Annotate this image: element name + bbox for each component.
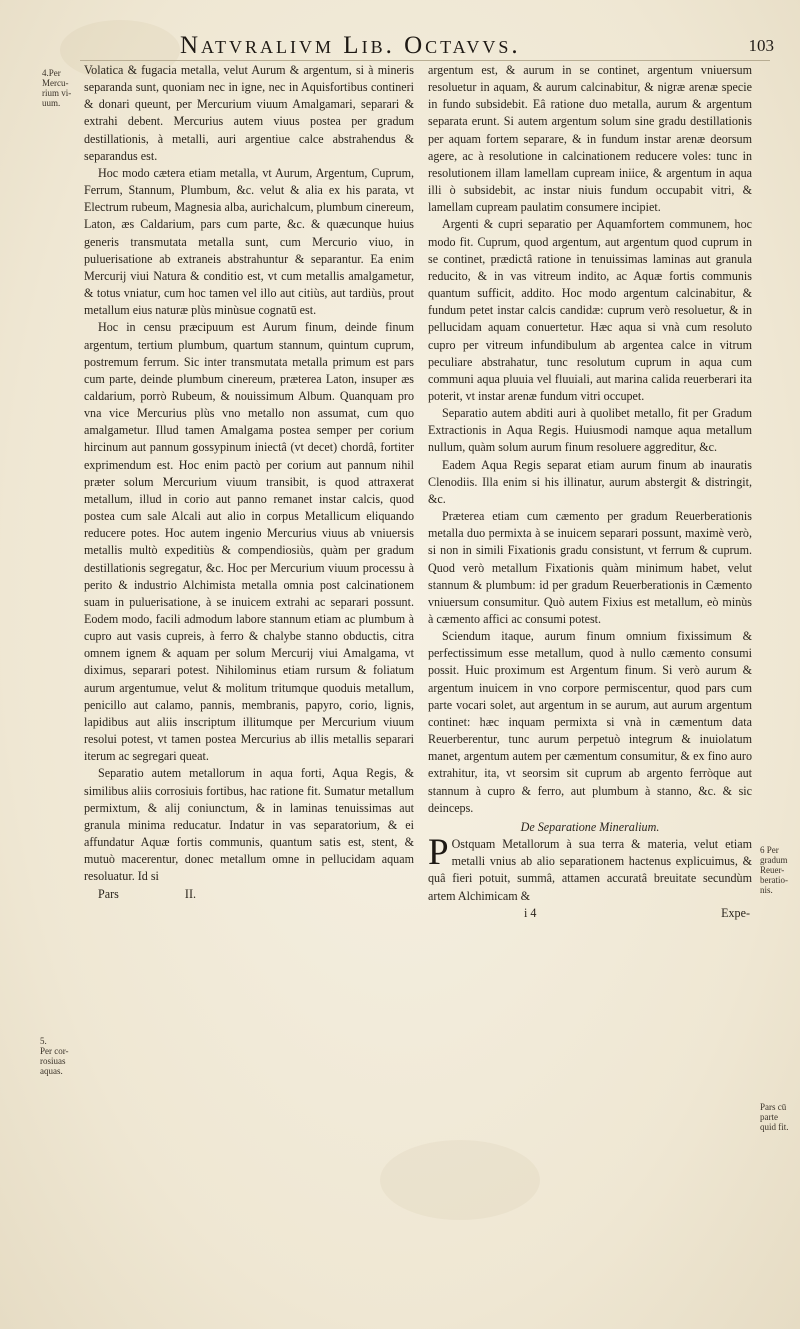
paper-stain <box>380 1140 540 1220</box>
margin-note-line: rium vi- <box>42 88 72 98</box>
margin-note-line: parte <box>760 1112 778 1122</box>
margin-note-line: Per cor- <box>40 1046 69 1056</box>
paragraph: argentum est, & aurum in se continet, argentum vniuersum resoluetur in aquam, & aurum calcinabitur, & nigræ arenæ specie in fundo subsidebit. Eâ ratione duo metalla, aurum & argentum separata erunt. Si autem argentum solum sine gradu destillationis per aquam fortem separare, & in fundum instar arenæ deorsum agere, ac à resolutione in calcinationem reducere voles: tunc in resolutionem illam lamellam cupream iniice, & argentum in aqua illi ò subsidebit, ac instar niuis fundum occupabit vitri, & lamellam cupream paulatim consumere incipiet. <box>428 63 752 215</box>
footer-line <box>84 886 414 903</box>
paragraph: Eadem Aqua Regis separat etiam aurum finum ab inauratis Clenodiis. Illa enim si his illinatur, aurum abstergit & distringit, &c. <box>428 457 752 506</box>
paragraph: Volatica & fugacia metalla, velut Aurum & argentum, si à mineris separanda sunt, quoniam nec in igne, nec in Aquisfortibus contineri & donari queunt, per Mercurium viuum Amalgamari, separari & extrahi debent. Mercurius autem viuus postea per gradum destillationis, à metalli, auri argentiue calce abstrahendus & separandus est. <box>84 63 414 163</box>
paragraph: Separatio autem metallorum in aqua forti, Aqua Regis, & similibus aliis corrosiuis fortibus, hac ratione fit. Sumatur metallum permixtum, & alij coniunctum, & in laminas tenuissimas aut granula minima reducatur. Indatur in vas separatorium, & ei affundatur Aquæ fortis communis, quantum satis est, stent, & mutuò macerentur, donec metallum omne in pellucidam aquam resoluatur. Id si <box>84 766 414 884</box>
margin-note-line: rosiuas <box>40 1056 66 1066</box>
margin-note-line: 4.Per <box>42 68 61 78</box>
paragraph-text: Ostquam Metallorum à sua terra & materia, velut etiam metalli vnius ab alio separationem hactenus explicuimus, & quâ fieri potuit, summâ, attamen accuratâ breuitate secundùm artem Alchimicam & <box>428 837 752 903</box>
signature-mark: i 4 <box>524 905 537 920</box>
footer-part: II. <box>184 886 196 901</box>
margin-note-line: gradum <box>760 855 788 865</box>
right-column <box>428 62 752 922</box>
page-number: 103 <box>748 36 774 55</box>
margin-note-left-1 <box>42 68 78 108</box>
paragraph: Sciendum itaque, aurum finum omnium fixissimum & perfectissimum esse metallum, quod à nullo cæmento consumi possit. Huic proximum est Argentum finum. Si verò aurum & argentum inuicem in vno corpore permiscentur, quod pars cum parte vocari solet, aut argentum in se aurum, aut aurum argentum continet: hæc inquam permixta si vnà in cæmentum data Reuerberentur, tunc aurum perpetuò integrum & inuiolatum manet, argentum autem per cæmentum consumitur, & ex fino auro extrahitur, ita, vt seorsim sit cuprum ab argento ferròque aut stannum à cupro & ferro, aut plumbum à stanno, &c. & sic deinceps. <box>428 629 752 815</box>
margin-note-line: nis. <box>760 885 773 895</box>
catchword: Expe- <box>721 905 750 920</box>
margin-note-line: quid fit. <box>760 1122 789 1132</box>
margin-note-line: Pars cū <box>760 1102 787 1112</box>
running-header <box>40 32 780 58</box>
margin-note-line: Reuer- <box>760 865 785 875</box>
drop-cap: P <box>428 832 449 874</box>
section-heading: De Separatione Mineralium. <box>520 819 660 834</box>
paragraph: Argenti & cupri separatio per Aquamfortem communem, hoc modo fit. Cuprum, quod argentum, aut argentum quod cuprum in se continet, prædictâ ratione in tenuissimas laminas aut granula reducito, & in vas vitreum indito, ac Aquæ fortis communis quantum sufficit, addito. Hoc modo argentum calcinabitur, & fundum petet instar calcis candidæ: cuprum verò resoluetur, & in pellucidam aquam conuertetur. Hæc aqua si vnà cum resoluto cupro per vitreum infundibulum ab argentea calce in vitrum peculiare abstrahatur, tunc resolutum cuprum in aqua cum communi aqua pluuia vel fluuiali, aut marina calida reuerberari ita poterit, vt instar arenæ fundum vitri occupet. <box>428 217 752 403</box>
paragraph <box>428 832 752 905</box>
margin-note-right-2 <box>760 1102 796 1132</box>
footer-signature: Pars <box>98 886 119 901</box>
margin-note-line: beratio- <box>760 875 788 885</box>
paragraph: Præterea etiam cum cæmento per gradum Reuerberationis metalla duo permixta à se inuicem separari possunt, maximè verò, si non in simili Fixationis gradu consistunt, vt ferrum & cuprum. Quod verò metallum Fixationis quàm minimum habet, velut stannum & plumbum: id per gradum Reuerberationis in Cæmento vniuersum consumitur. Quò autem Fixius est metallum, eò minùs à cæmento affici ac consumi potest. <box>428 509 752 626</box>
margin-note-line: aquas. <box>40 1066 63 1076</box>
margin-note-line: 6 Per <box>760 845 779 855</box>
margin-note-left-2 <box>40 1036 76 1076</box>
margin-note-line: uum. <box>42 98 61 108</box>
margin-note-line: 5. <box>40 1036 47 1046</box>
left-column <box>84 62 414 903</box>
running-title: Natvralivm Lib. Octavvs. <box>180 32 521 59</box>
paragraph: Separatio autem abditi auri à quolibet metallo, fit per Gradum Extractionis in Aqua Regis. Huiusmodi namque aqua metallum nullum, quàm solum aurum finum resoluere aggreditur, &c. <box>428 406 752 455</box>
paragraph: Hoc in censu præcipuum est Aurum finum, deinde finum argentum, tertium plumbum, quartum stannum, quintum cuprum, postremum ferrum. Sic inter transmutata metalla primum est pars cum parte, deinde plumbum cinereum, præterea Laton, insuper æs caldarium, porrò Rubeum, & nouissimum Album. Quanquam pro vna vice Mercurius plùs vno metallo non assumat, cum quo amalgametur. Illud tamen Amalgama postea semper per corium hircinum aut pannum gossypinum iniectâ (vt decet) chordâ, fortiter exprimendum est. Hoc enim pactò per corium aut pannum nihil præter solum Mercurium viuum transibit, is quod attraxerat metallum, illud in corio aut panno remanet instar calcis, quod postea cum sale Alcali aut alio in corpus Metallicum eliquando reducere potes. Hoc autem ingenio Mercurius viuus ab vniuersis metallis multò expeditiùs & compendiosiùs, quàm per gradum destillationis segregatur, &c. Hoc per Mercurium viuum processu à perito & industrio Alchimista metalla omnia post calcinationem suam in puluerisatione, à se inuicem extrahi ac separari possunt. Eodem modo, facili admodum labore stannum etiam ac plumbum à cupro aut vasis cupreis, à ferro & chalybe stanno obductis, citra omnem ignem & aquam per solum Mercurij viui Amalgama, vt diximus, separari potest. Nihilominus etiam rursum & foliatum aurum argentumue, velut & molitum tritumque quoduis metallum, penicillo aut calamo, pannis, membranis, papyro, corio, lignis, lapidibus aut aliis inscriptum illitumque per Mercurium viuum resolui potest, vt tamen postea Mercurius ab illis metallis separari iterum ac segregari queat. <box>84 320 414 764</box>
header-rule <box>80 60 770 61</box>
margin-note-line: Mercu- <box>42 78 69 88</box>
margin-note-right-1 <box>760 845 796 895</box>
footer-line <box>428 905 752 922</box>
paragraph: Hoc modo cætera etiam metalla, vt Aurum, Argentum, Cuprum, Ferrum, Stannum, Plumbum, &c. velut & alia ex his parata, vt Electrum rubeum, Magnesia alba, aurichalcum, plumbum cinereum, Laton, æs Caldarium, pars cum parte, &c. & quæcunque huius generis transmutata metalla sunt, cum Mercurio viuo, in puluerisatione ab extraneis abstrahuntur & separantur. Ea enim Mercurij viui Natura & conditio est, vt cum metallis amalgametur, & totus vniatur, cum hoc tamen vel illo aut citiùs, aut tardiùs, prout metallum eius naturæ plùs minùsue cognatū est. <box>84 165 414 318</box>
